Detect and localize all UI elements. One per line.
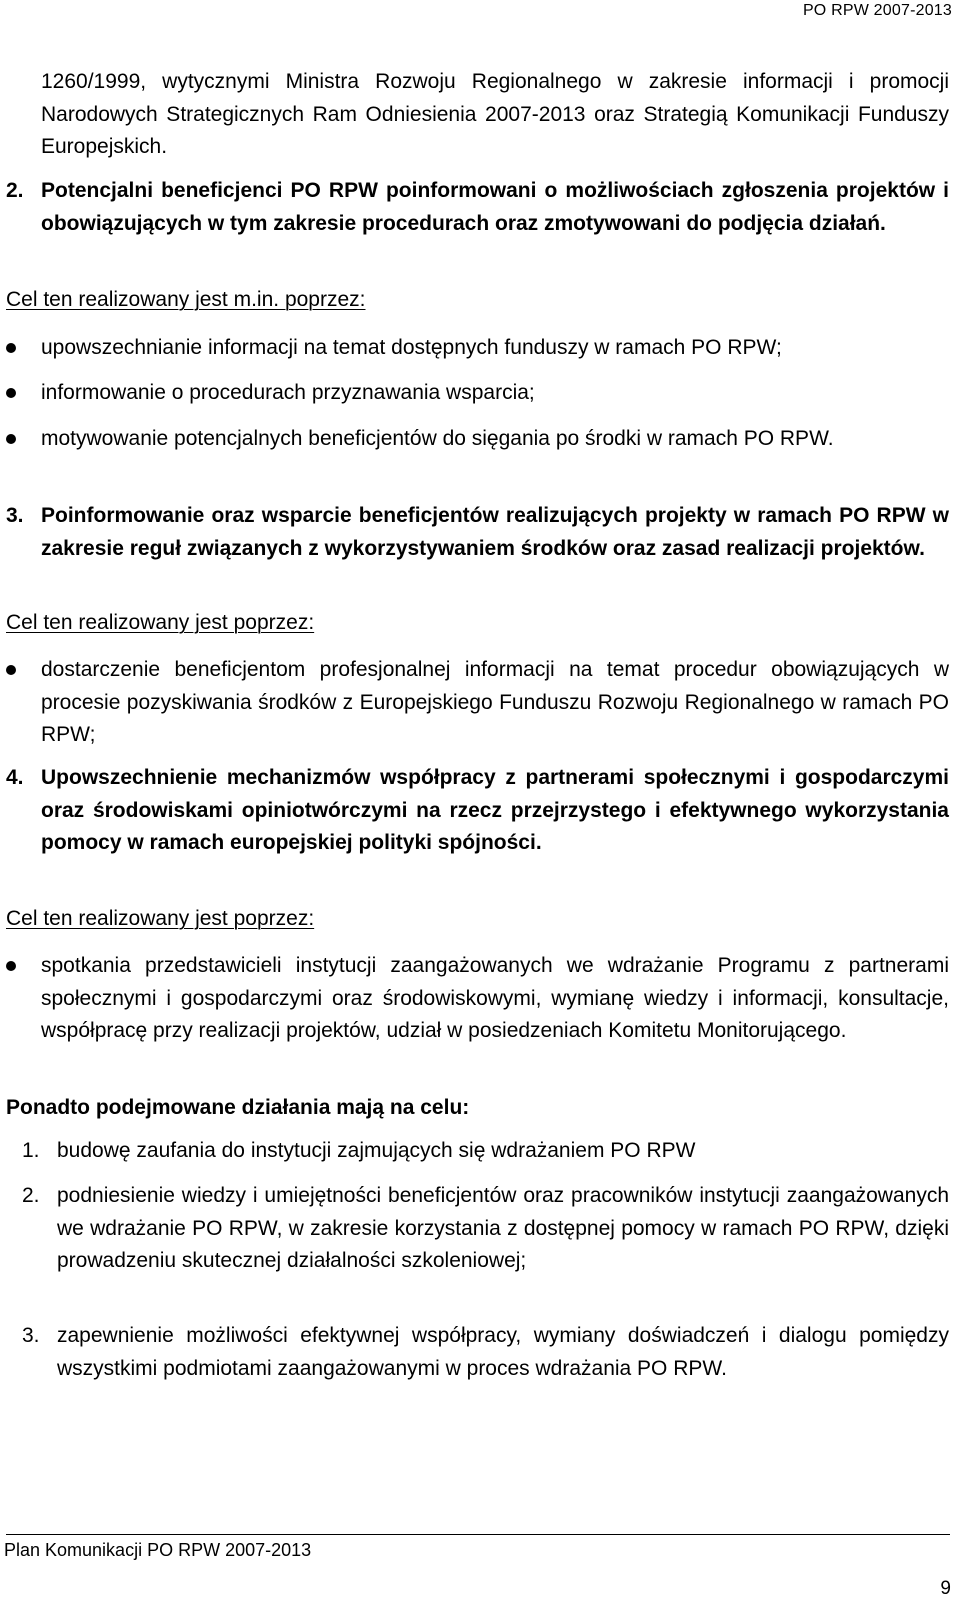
additional-item-text: zapewnienie możliwości efektywnej współpracy, wymiany doświadczeń i dialogu pomiędzy wszystkimi podmiotami zaangażowanymi w proces wdrażania PO RPW. [57, 1324, 949, 1380]
goal-4-lead-in: Cel ten realizowany jest poprzez: [6, 907, 315, 930]
goal-3-lead-in: Cel ten realizowany jest poprzez: [6, 611, 315, 634]
bullet-marker [6, 388, 16, 398]
goal-2-title: Potencjalni beneficjenci PO RPW poinformowani o możliwościach zgłoszenia projektów i obowiązujących w tym zakresie procedurach oraz zmotywowani do podjęcia działań. [41, 179, 949, 235]
additional-item-number: 1. [22, 1139, 40, 1162]
footer-divider [6, 1534, 950, 1535]
page-number: 9 [940, 1578, 951, 1599]
goal-3-bullet: dostarczenie beneficjentom profesjonalnej informacji na temat procedur obowiązujących w procesie pozyskiwania środków z Europejskiego Funduszu Rozwoju Regionalnego w ramach PO RPW; [41, 658, 949, 746]
goal-2-heading [6, 175, 949, 240]
additional-item-number: 3. [22, 1324, 40, 1347]
running-header: PO RPW 2007-2013 [802, 2, 952, 19]
goal-4-number: 4. [6, 766, 24, 789]
goal-2-lead-in: Cel ten realizowany jest m.in. poprzez: [6, 288, 366, 311]
intro-paragraph: 1260/1999, wytycznymi Ministra Rozwoju Regionalnego w zakresie informacji i promocji Narodowych Strategicznych Ram Odniesienia 2007-2013 oraz Strategią Komunikacji Funduszy Europejskich. [41, 70, 949, 158]
bullet-marker [6, 343, 16, 353]
additional-heading: Ponadto podejmowane działania mają na celu: [6, 1096, 470, 1119]
goal-4-bullet: spotkania przedstawicieli instytucji zaangażowanych we wdrażanie Programu z partnerami społecznymi i gospodarczymi oraz środowiskowymi, wymianę wiedzy i informacji, konsultacje, współpracę przy realizacji projektów, udział w posiedzeniach Komitetu Monitorującego. [41, 954, 949, 1042]
additional-item-text: budowę zaufania do instytucji zajmujących się wdrażaniem PO RPW [57, 1139, 696, 1162]
bullet-marker [6, 665, 16, 675]
goal-3-number: 3. [6, 504, 24, 527]
additional-item-text: podniesienie wiedzy i umiejętności beneficjentów oraz pracowników instytucji zaangażowanych we wdrażanie PO RPW, w zakresie korzystania z dostępnej pomocy w ramach PO RPW, dzięki prowadzeniu skutecznej działalności szkoleniowej; [57, 1184, 949, 1272]
goal-2-bullet: upowszechnianie informacji na temat dostępnych funduszy w ramach PO RPW; [41, 336, 782, 359]
goal-4-title: Upowszechnienie mechanizmów współpracy z partnerami społecznymi i gospodarczymi oraz środowiskami opiniotwórczymi na rzecz przejrzystego i efektywnego wykorzystania pomocy w ramach europejskiej polityki spójności. [41, 766, 949, 854]
goal-3-heading [6, 500, 949, 565]
footer-title: Plan Komunikacji PO RPW 2007-2013 [4, 1540, 312, 1560]
bullet-marker [6, 961, 16, 971]
goal-2-bullet: informowanie o procedurach przyznawania wsparcia; [41, 381, 535, 404]
goal-2-number: 2. [6, 179, 24, 202]
goal-4-heading [6, 762, 949, 860]
bullet-marker [6, 434, 16, 444]
goal-2-bullet: motywowanie potencjalnych beneficjentów do sięgania po środki w ramach PO RPW. [41, 427, 834, 450]
additional-item-number: 2. [22, 1184, 40, 1207]
goal-3-title: Poinformowanie oraz wsparcie beneficjentów realizujących projekty w ramach PO RPW w zakresie reguł związanych z wykorzystywaniem środków oraz zasad realizacji projektów. [41, 504, 949, 560]
